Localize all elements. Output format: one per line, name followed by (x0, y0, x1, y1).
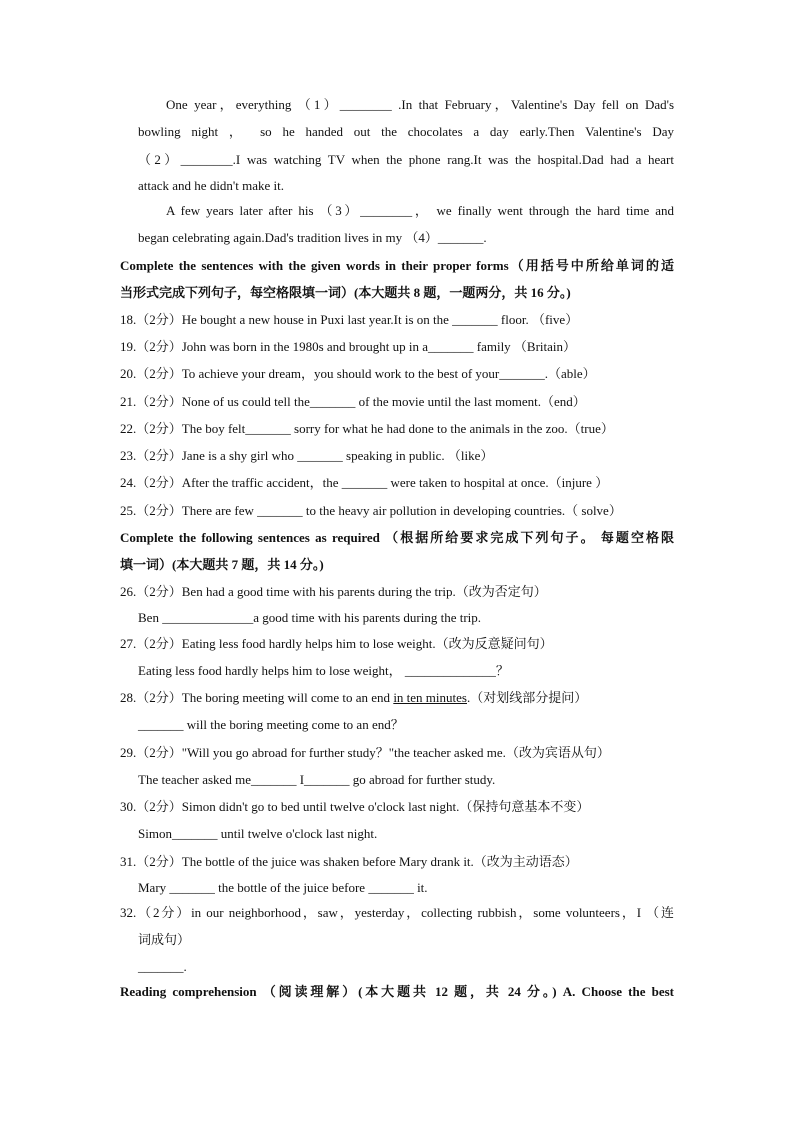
question-item (120, 689, 587, 707)
question-item: 29.（2分）"Will you go abroad for further study？"the teacher asked me.（改为宾语从句） (120, 745, 610, 760)
section-heading: 当形式完成下列句子，每空格限填一词）(本大题共 8 题，一题两分，共 16 分。) (120, 285, 571, 300)
question-instruction: .（对划线部分提问） (466, 690, 588, 705)
passage-line: One year，everything （1）________ .In that February，Valentine's Day fell on Dad's (166, 97, 674, 112)
passage-line: bowling night ， so he handed out the chocolates a day early.Then Valentine's Day (138, 124, 674, 139)
question-item: 24.（2分）After the traffic accident，the _______ were taken to hospital at once.（injure ） (120, 475, 609, 490)
underlined-phrase: in ten minutes (393, 690, 467, 705)
question-item-continued: 词成句） (138, 932, 191, 947)
question-item: 21.（2分）None of us could tell the_______ of the movie until the last moment.（end） (120, 394, 586, 409)
question-item: 19.（2分）John was born in the 1980s and brought up in a_______ family （Britain） (120, 339, 577, 354)
question-item: 26.（2分）Ben had a good time with his parents during the trip.（改为否定句） (120, 584, 547, 599)
question-item: 25.（2分）There are few _______ to the heavy air pollution in developing countries.（ solve） (120, 503, 622, 518)
answer-line: Ben ______________a good time with his parents during the trip. (138, 610, 482, 625)
answer-line: _______. (138, 959, 187, 974)
passage-line: began celebrating again.Dad's tradition lives in my （4）_______. (138, 230, 487, 245)
passage-line: （2）________.I was watching TV when the phone rang.It was the hospital.Dad had a heart (138, 152, 674, 167)
passage-line: A few years later after his （3）________， we finally went through the hard time and (166, 203, 674, 218)
question-item: 31.（2分）The bottle of the juice was shaken before Mary drank it.（改为主动语态） (120, 854, 578, 869)
section-heading: 填一词）(本大题共 7 题，共 14 分。) (120, 557, 324, 572)
answer-line: Eating less food hardly helps him to lose weight， ______________？ (138, 663, 509, 678)
question-item: 23.（2分）Jane is a shy girl who _______ speaking in public. （like） (120, 448, 494, 463)
answer-line: The teacher asked me_______ I_______ go abroad for further study. (138, 772, 496, 787)
question-item: 27.（2分）Eating less food hardly helps him to lose weight.（改为反意疑问句） (120, 636, 553, 651)
question-item: 20.（2分）To achieve your dream，you should work to the best of your_______.（able） (120, 366, 596, 381)
question-item: 32.（2分）in our neighborhood，saw，yesterday，collecting rubbish，some volunteers，I （连 (120, 905, 674, 920)
question-item: 22.（2分）The boy felt_______ sorry for what he had done to the animals in the zoo.（true） (120, 421, 614, 436)
section-heading: Complete the sentences with the given words in their proper forms（用括号中所给单词的适 (120, 258, 674, 273)
section-heading: Complete the following sentences as required （根据所给要求完成下列句子。 每题空格限 (120, 530, 674, 545)
question-text: 28.（2分）The boring meeting will come to an end (120, 690, 394, 705)
question-item: 30.（2分）Simon didn't go to bed until twelve o'clock last night.（保持句意基本不变） (120, 799, 590, 814)
answer-line: Simon_______ until twelve o'clock last night. (138, 826, 378, 841)
section-heading: Reading comprehension （阅读理解）(本大题共 12 题，共 24 分。) A. Choose the best (120, 984, 674, 999)
passage-line: attack and he didn't make it. (138, 178, 285, 193)
question-item: 18.（2分）He bought a new house in Puxi last year.It is on the _______ floor. （five） (120, 312, 579, 327)
answer-line: Mary _______ the bottle of the juice before _______ it. (138, 880, 428, 895)
answer-line: _______ will the boring meeting come to an end？ (138, 717, 404, 732)
